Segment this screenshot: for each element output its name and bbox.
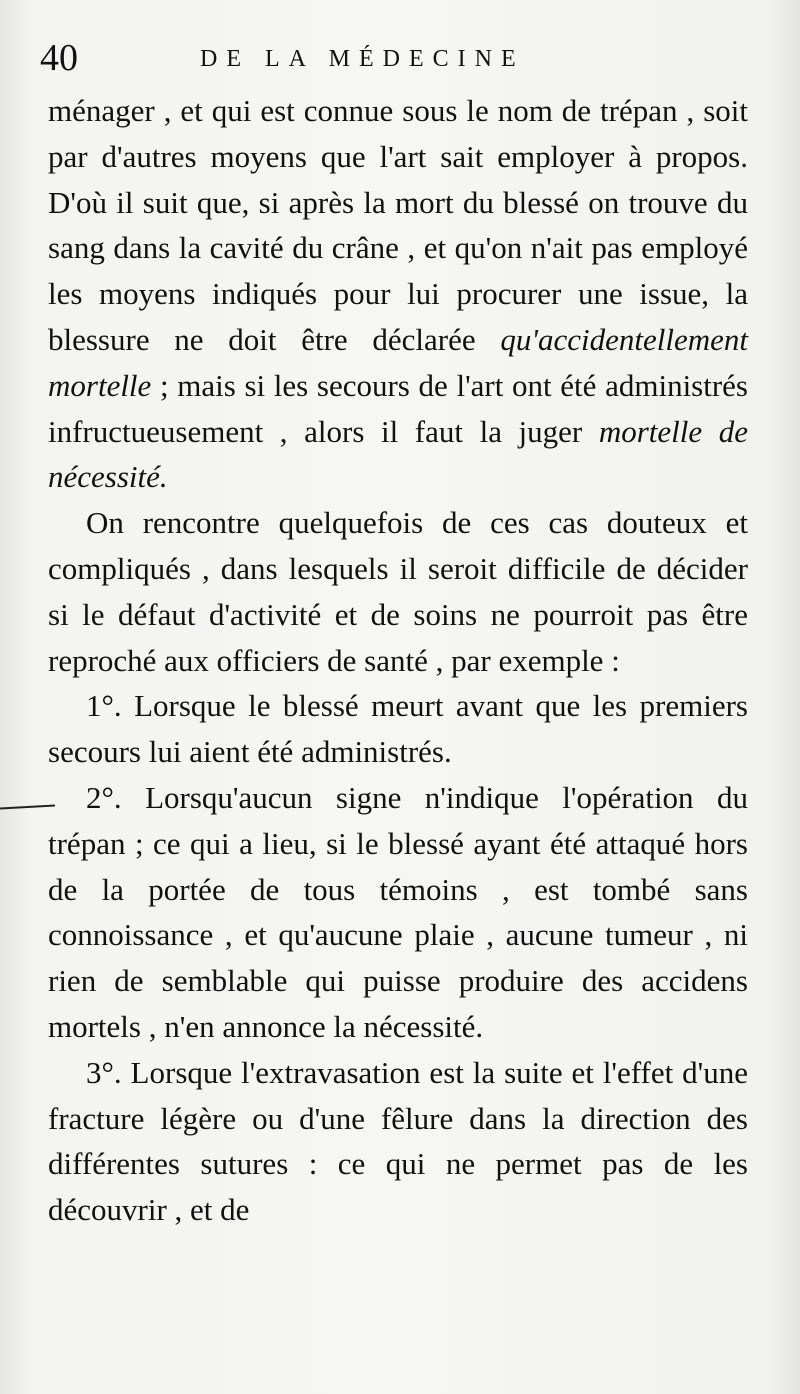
paragraph-2: On rencontre quelquefois de ces cas douteux et compliqués , dans lesquels il seroit difficile de décider si le défaut d'activité et de soins ne pourroit pas être reproché aux officiers de santé , par exemple :: [48, 505, 748, 678]
paragraph-1-italic-1: qu'accidentellement mortelle: [48, 321, 748, 403]
margin-mark: [0, 805, 55, 810]
list-item-1: 1°. Lorsque le blessé meurt avant que les premiers secours lui aient été administrés.: [48, 688, 748, 770]
page-body: [48, 88, 748, 1233]
page-header: [40, 36, 760, 86]
list-item-2: 2°. Lorsqu'aucun signe n'indique l'opération du trépan ; ce qui a lieu, si le blessé ayant été attaqué hors de la portée de tous témoins , est tombé sans connoissance , et qu'aucune plaie , aucune tumeur , ni rien de semblable qui puisse produire des accidens mortels , n'en annonce la nécessité.: [48, 779, 748, 1044]
list-item-3: 3°. Lorsque l'extravasation est la suite et l'effet d'une fracture légère ou d'une fêlure dans la direction des différentes sutures : ce qui ne permet pas de les découvrir , et de: [48, 1054, 748, 1228]
running-title: DE LA MÉDECINE: [200, 46, 525, 72]
paragraph-1-italic-2: mortelle de nécessité.: [48, 413, 748, 495]
page-number: 40: [40, 37, 78, 79]
paragraph-1: [48, 88, 748, 500]
paragraph-1-text-a: ménager , et qui est connue sous le nom de trépan , soit par d'autres moyens que l'art sait employer à propos. D'où il suit que, si après la mort du blessé on trouve du sang dans la cavité du crâne , et qu'on n'ait pas employé les moyens indiqués pour lui procurer une issue, la blessure ne doit être déclarée: [48, 93, 748, 357]
paragraph-1-text-b: ; mais si les secours de l'art ont été administrés infructueusement , alors il faut la juger: [48, 367, 748, 449]
